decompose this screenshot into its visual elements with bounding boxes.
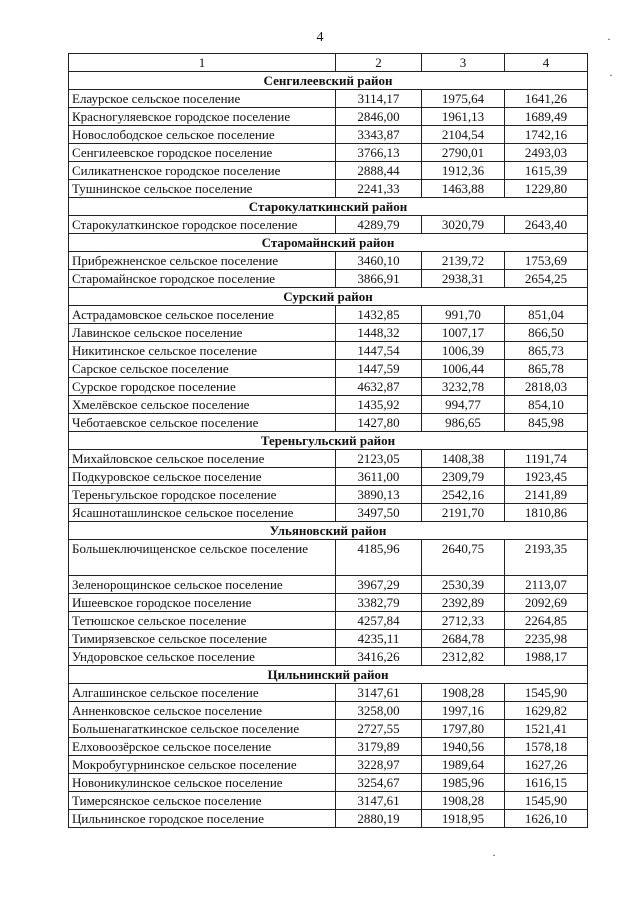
settlement-name: Никитинское сельское поселение: [69, 342, 336, 360]
value-col-4: 845,98: [505, 414, 588, 432]
settlement-name: Ундоровское сельское поселение: [69, 648, 336, 666]
value-col-4: 2493,03: [505, 144, 588, 162]
value-col-4: 1988,17: [505, 648, 588, 666]
table-row: [69, 270, 588, 288]
value-col-4: 851,04: [505, 306, 588, 324]
value-col-3: 1940,56: [422, 738, 505, 756]
value-col-4: 854,10: [505, 396, 588, 414]
data-table: [68, 53, 588, 828]
table-row: [69, 342, 588, 360]
value-col-2: 4257,84: [336, 612, 422, 630]
value-col-2: 3611,00: [336, 468, 422, 486]
settlement-name: Лавинское сельское поселение: [69, 324, 336, 342]
table-row: [69, 702, 588, 720]
table-row: [69, 594, 588, 612]
table-row: [69, 810, 588, 828]
table-row: [69, 774, 588, 792]
table-row: [69, 162, 588, 180]
value-col-3: 991,70: [422, 306, 505, 324]
value-col-3: 1997,16: [422, 702, 505, 720]
value-col-2: 3382,79: [336, 594, 422, 612]
scan-speck: ·: [607, 32, 611, 46]
header-cell-1: 1: [69, 54, 336, 72]
table-row: [69, 540, 588, 576]
settlement-name: Тимирязевское сельское поселение: [69, 630, 336, 648]
value-col-3: 1975,64: [422, 90, 505, 108]
header-cell-2: 2: [336, 54, 422, 72]
table-row: [69, 720, 588, 738]
table-row: [69, 792, 588, 810]
value-col-3: 1918,95: [422, 810, 505, 828]
page-number: 4: [316, 30, 324, 45]
settlement-name: Ясашноташлинское сельское поселение: [69, 504, 336, 522]
value-col-3: 1463,88: [422, 180, 505, 198]
value-col-3: 1908,28: [422, 684, 505, 702]
value-col-4: 2092,69: [505, 594, 588, 612]
value-col-4: 1923,45: [505, 468, 588, 486]
value-col-3: 1006,44: [422, 360, 505, 378]
table-row: [69, 486, 588, 504]
value-col-2: 2846,00: [336, 108, 422, 126]
value-col-4: 1616,15: [505, 774, 588, 792]
value-col-4: 1753,69: [505, 252, 588, 270]
district-row: [69, 522, 588, 540]
value-col-2: 4185,96: [336, 540, 422, 576]
settlement-name: Елаурское сельское поселение: [69, 90, 336, 108]
value-col-2: 1448,32: [336, 324, 422, 342]
value-col-2: 4632,87: [336, 378, 422, 396]
settlement-name: Тереньгульское городское поселение: [69, 486, 336, 504]
value-col-2: 3460,10: [336, 252, 422, 270]
table-row: [69, 216, 588, 234]
header-cell-4: 4: [505, 54, 588, 72]
value-col-3: 1408,38: [422, 450, 505, 468]
settlement-name: Зеленорощинское сельское поселение: [69, 576, 336, 594]
table-row: [69, 630, 588, 648]
value-col-3: 2530,39: [422, 576, 505, 594]
value-col-2: 3254,67: [336, 774, 422, 792]
value-col-3: 2640,75: [422, 540, 505, 576]
value-col-4: 2818,03: [505, 378, 588, 396]
settlement-name: Прибрежненское сельское поселение: [69, 252, 336, 270]
district-name: Тереньгульский район: [69, 432, 588, 450]
value-col-4: 1626,10: [505, 810, 588, 828]
table-row: [69, 504, 588, 522]
value-col-4: 2654,25: [505, 270, 588, 288]
table-row: [69, 396, 588, 414]
value-col-2: 3114,17: [336, 90, 422, 108]
settlement-name: Тушнинское сельское поселение: [69, 180, 336, 198]
table-row: [69, 738, 588, 756]
table-row: [69, 756, 588, 774]
value-col-2: 4235,11: [336, 630, 422, 648]
settlement-name: Старокулаткинское городское поселение: [69, 216, 336, 234]
settlement-name: Старомайнское городское поселение: [69, 270, 336, 288]
value-col-4: 2235,98: [505, 630, 588, 648]
table-row: [69, 252, 588, 270]
value-col-3: 2542,16: [422, 486, 505, 504]
value-col-3: 2938,31: [422, 270, 505, 288]
value-col-3: 1989,64: [422, 756, 505, 774]
value-col-2: 3416,26: [336, 648, 422, 666]
value-col-4: 1578,18: [505, 738, 588, 756]
value-col-2: 3766,13: [336, 144, 422, 162]
value-col-2: 3258,00: [336, 702, 422, 720]
value-col-3: 1908,28: [422, 792, 505, 810]
value-col-2: 2727,55: [336, 720, 422, 738]
value-col-3: 2104,54: [422, 126, 505, 144]
table-row: [69, 612, 588, 630]
value-col-3: 2684,78: [422, 630, 505, 648]
settlement-name: Тимерсянское сельское поселение: [69, 792, 336, 810]
value-col-4: 1629,82: [505, 702, 588, 720]
settlement-name: Сурское городское поселение: [69, 378, 336, 396]
settlement-name: Алгашинское сельское поселение: [69, 684, 336, 702]
table-row: [69, 378, 588, 396]
value-col-2: 3179,89: [336, 738, 422, 756]
value-col-3: 1797,80: [422, 720, 505, 738]
value-col-3: 1007,17: [422, 324, 505, 342]
value-col-2: 3228,97: [336, 756, 422, 774]
district-name: Старокулаткинский район: [69, 198, 588, 216]
district-row: [69, 234, 588, 252]
value-col-2: 3343,87: [336, 126, 422, 144]
settlement-name: Сарское сельское поселение: [69, 360, 336, 378]
settlement-name: Новослободское сельское поселение: [69, 126, 336, 144]
district-row: [69, 432, 588, 450]
value-col-2: 4289,79: [336, 216, 422, 234]
value-col-3: 2712,33: [422, 612, 505, 630]
settlement-name: Большеключищенское сельское поселение: [69, 540, 336, 576]
table-row: [69, 576, 588, 594]
value-col-3: 2139,72: [422, 252, 505, 270]
value-col-2: 3890,13: [336, 486, 422, 504]
header-row: [69, 54, 588, 72]
value-col-3: 994,77: [422, 396, 505, 414]
table-row: [69, 90, 588, 108]
value-col-4: 1810,86: [505, 504, 588, 522]
table-row: [69, 468, 588, 486]
value-col-2: 1447,59: [336, 360, 422, 378]
value-col-3: 2312,82: [422, 648, 505, 666]
district-row: [69, 666, 588, 684]
value-col-3: 2392,89: [422, 594, 505, 612]
value-col-2: 3967,29: [336, 576, 422, 594]
value-col-4: 1742,16: [505, 126, 588, 144]
value-col-4: 1689,49: [505, 108, 588, 126]
settlement-name: Сенгилеевское городское поселение: [69, 144, 336, 162]
table-row: [69, 684, 588, 702]
value-col-4: 2141,89: [505, 486, 588, 504]
settlement-name: Ишеевское городское поселение: [69, 594, 336, 612]
settlement-name: Чеботаевское сельское поселение: [69, 414, 336, 432]
value-col-4: 2113,07: [505, 576, 588, 594]
district-name: Ульяновский район: [69, 522, 588, 540]
value-col-2: 1447,54: [336, 342, 422, 360]
district-row: [69, 288, 588, 306]
table-row: [69, 324, 588, 342]
district-row: [69, 72, 588, 90]
value-col-4: 1229,80: [505, 180, 588, 198]
table-row: [69, 648, 588, 666]
table-row: [69, 144, 588, 162]
value-col-4: 1641,26: [505, 90, 588, 108]
settlement-name: Цильнинское городское поселение: [69, 810, 336, 828]
scan-speck: ·: [492, 848, 496, 862]
value-col-4: 1545,90: [505, 684, 588, 702]
district-name: Сенгилеевский район: [69, 72, 588, 90]
value-col-4: 2264,85: [505, 612, 588, 630]
value-col-2: 2241,33: [336, 180, 422, 198]
district-name: Сурский район: [69, 288, 588, 306]
value-col-3: 986,65: [422, 414, 505, 432]
settlement-name: Михайловское сельское поселение: [69, 450, 336, 468]
value-col-4: 1521,41: [505, 720, 588, 738]
value-col-2: 3866,91: [336, 270, 422, 288]
value-col-4: 865,78: [505, 360, 588, 378]
value-col-2: 2123,05: [336, 450, 422, 468]
value-col-2: 2888,44: [336, 162, 422, 180]
value-col-4: 865,73: [505, 342, 588, 360]
district-row: [69, 198, 588, 216]
value-col-2: 1427,80: [336, 414, 422, 432]
header-cell-3: 3: [422, 54, 505, 72]
value-col-4: 866,50: [505, 324, 588, 342]
value-col-4: 2193,35: [505, 540, 588, 576]
value-col-3: 1985,96: [422, 774, 505, 792]
settlement-name: Хмелёвское сельское поселение: [69, 396, 336, 414]
settlement-name: Подкуровское сельское поселение: [69, 468, 336, 486]
value-col-4: 1545,90: [505, 792, 588, 810]
value-col-2: 2880,19: [336, 810, 422, 828]
settlement-name: Мокробугурнинское сельское поселение: [69, 756, 336, 774]
value-col-2: 3497,50: [336, 504, 422, 522]
district-name: Цильнинский район: [69, 666, 588, 684]
value-col-4: 2643,40: [505, 216, 588, 234]
value-col-3: 3232,78: [422, 378, 505, 396]
settlement-name: Анненковское сельское поселение: [69, 702, 336, 720]
settlement-name: Большенагаткинское сельское поселение: [69, 720, 336, 738]
table-row: [69, 108, 588, 126]
value-col-4: 1627,26: [505, 756, 588, 774]
value-col-4: 1191,74: [505, 450, 588, 468]
table-body: [69, 54, 588, 828]
value-col-3: 2309,79: [422, 468, 505, 486]
settlement-name: Красногуляевское городское поселение: [69, 108, 336, 126]
value-col-4: 1615,39: [505, 162, 588, 180]
value-col-2: 3147,61: [336, 792, 422, 810]
value-col-3: 1006,39: [422, 342, 505, 360]
value-col-2: 1435,92: [336, 396, 422, 414]
district-name: Старомайнский район: [69, 234, 588, 252]
value-col-2: 1432,85: [336, 306, 422, 324]
table-row: [69, 126, 588, 144]
settlement-name: Тетюшское сельское поселение: [69, 612, 336, 630]
scan-speck: ·: [609, 68, 613, 82]
settlement-name: Силикатненское городское поселение: [69, 162, 336, 180]
settlement-name: Новоникулинское сельское поселение: [69, 774, 336, 792]
table-row: [69, 360, 588, 378]
value-col-3: 2790,01: [422, 144, 505, 162]
value-col-3: 2191,70: [422, 504, 505, 522]
table-row: [69, 306, 588, 324]
settlement-name: Елховоозёрское сельское поселение: [69, 738, 336, 756]
table-row: [69, 180, 588, 198]
value-col-3: 1912,36: [422, 162, 505, 180]
table-row: [69, 450, 588, 468]
settlement-name: Астрадамовское сельское поселение: [69, 306, 336, 324]
value-col-3: 3020,79: [422, 216, 505, 234]
value-col-3: 1961,13: [422, 108, 505, 126]
value-col-2: 3147,61: [336, 684, 422, 702]
table-row: [69, 414, 588, 432]
